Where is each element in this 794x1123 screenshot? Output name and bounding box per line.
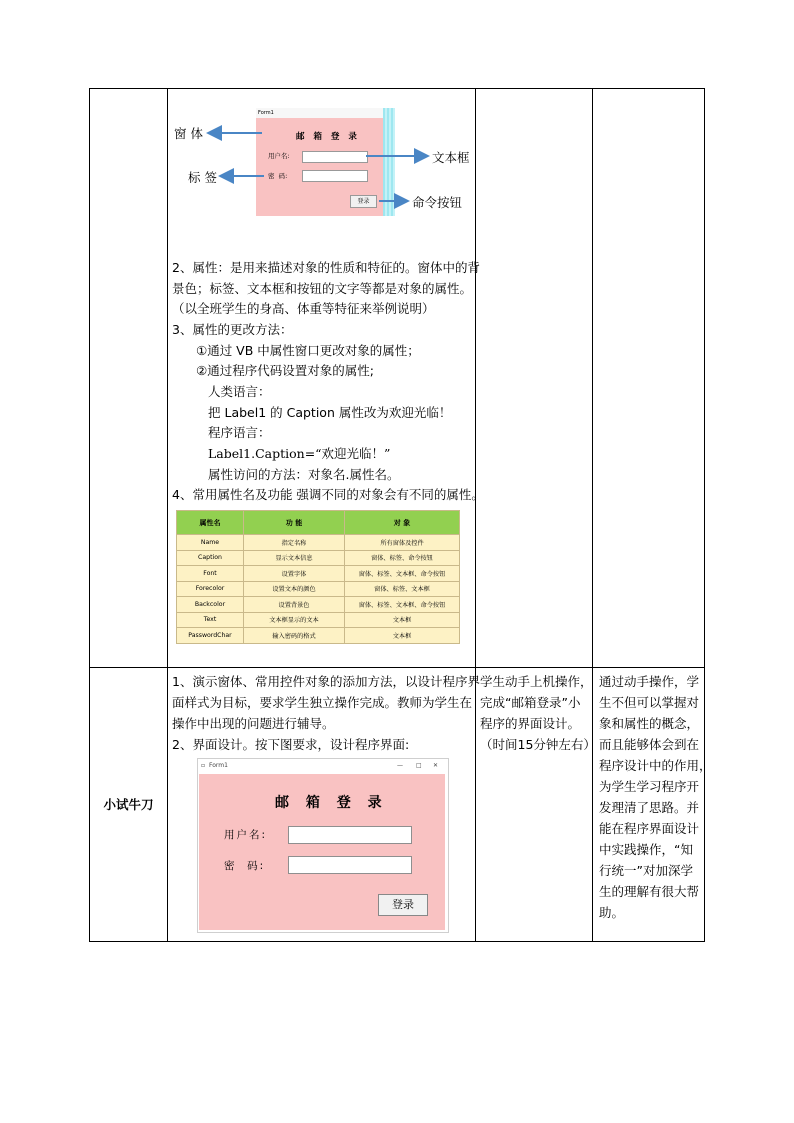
body-line-code: Label1.Caption=“欢迎光临！” (208, 446, 391, 461)
form2-user-label: 用户名: (224, 829, 268, 841)
form1-user-label: 用户名: (268, 152, 290, 160)
table-cell: 设置背景色 (244, 597, 345, 613)
body-line: ②通过程序代码设置对象的属性; (196, 363, 374, 378)
form1-title: 邮 箱 登 录 (296, 132, 360, 142)
body-line: 把 Label1 的 Caption 属性改为欢迎光临！ (208, 405, 452, 420)
table-cell: 设置字体 (244, 566, 345, 582)
body-line: 人类语言： (208, 384, 271, 399)
property-table-header (177, 511, 460, 535)
design-intent-line: 助。 (599, 905, 625, 920)
form1-login-button: 登录 (350, 195, 377, 208)
callout-form: 窗 体 (174, 126, 203, 141)
table-cell: 窗体、标签、命令按钮 (345, 550, 460, 566)
design-intent-line: 中实践操作，“知 (599, 842, 693, 857)
body-line: 程序语言： (208, 425, 271, 440)
student-activity-line: （时间15分钟左右） (480, 737, 596, 752)
property-table (176, 510, 460, 644)
table-cell: 窗体、标签、文本框、命令按钮 (345, 597, 460, 613)
body-line: 3、属性的更改方法： (172, 322, 293, 337)
table-border-bottom (89, 941, 705, 942)
form2-pass-textbox[interactable] (288, 856, 412, 874)
practice-line: 2、界面设计。按下图要求，设计程序界面: (172, 737, 410, 752)
table-row (177, 612, 460, 628)
form-icon: ▫ (201, 762, 206, 769)
practice-line: 1、演示窗体、常用控件对象的添加方法，以设计程序界 (172, 674, 480, 689)
design-intent-line: 行统一”对加深学 (599, 863, 693, 878)
table-cell: 输入密码的格式 (244, 628, 345, 644)
practice-line: 面样式为目标，要求学生独立操作完成。教师为学生在 (172, 695, 473, 710)
body-line: 4、常用属性名及功能 强调不同的对象会有不同的属性。 (172, 487, 484, 502)
header-cell: 属性名 (177, 511, 244, 535)
table-row (177, 535, 460, 551)
student-activity-line: 学生动手上机操作， (480, 674, 593, 689)
header-cell: 功 能 (244, 511, 345, 535)
form2-login-button[interactable]: 登录 (378, 894, 428, 916)
table-cell: Name (177, 535, 244, 551)
body-line: （以全班学生的身高、体重等特征来举例说明） (172, 301, 435, 316)
table-cell: Text (177, 612, 244, 628)
callout-arrows (0, 0, 794, 240)
design-intent-line: 能在程序界面设计 (599, 821, 700, 836)
body-line: 景色；标签、文本框和按钮的文字等都是对象的属性。 (172, 281, 473, 296)
form2-pass-label: 密 码: (224, 860, 266, 872)
design-intent-line: 而且能够体会到在 (599, 737, 700, 752)
table-cell: Font (177, 566, 244, 582)
design-intent-line: 象和属性的概念， (599, 716, 700, 731)
maximize-icon[interactable]: □ (416, 762, 422, 769)
table-cell: 文本框显示的文本 (244, 612, 345, 628)
form2-user-textbox[interactable] (288, 826, 412, 844)
table-cell: Forecolor (177, 581, 244, 597)
table-cell: 窗体、标签、文本框 (345, 581, 460, 597)
body-line: 2、属性：是用来描述对象的性质和特征的。窗体中的背 (172, 260, 480, 275)
table-row (177, 550, 460, 566)
design-intent-line: 程序设计中的作用， (599, 758, 712, 773)
table-row (177, 628, 460, 644)
form2-caption: Form1 (209, 762, 228, 769)
form2-titlebar (197, 758, 447, 774)
table-row (177, 597, 460, 613)
table-cell: 所有窗体及控件 (345, 535, 460, 551)
header-cell: 对 象 (345, 511, 460, 535)
table-cell: 窗体、标签、文本框、命令按钮 (345, 566, 460, 582)
table-cell: 设置文本的颜色 (244, 581, 345, 597)
minimize-icon[interactable]: — (397, 762, 403, 769)
practice-line: 操作中出现的问题进行辅导。 (172, 716, 335, 731)
student-activity-line: 程序的界面设计。 (480, 716, 581, 731)
design-intent-line: 发理清了思路。并 (599, 800, 700, 815)
table-cell: Backcolor (177, 597, 244, 613)
callout-textbox: 文本框 (432, 150, 470, 165)
table-cell: Caption (177, 550, 244, 566)
student-activity-line: 完成“邮箱登录”小 (480, 695, 581, 710)
body-line: ①通过 VB 中属性窗口更改对象的属性； (196, 343, 420, 358)
form1-pass-label: 密 码: (268, 172, 288, 180)
design-intent-line: 为学生学习程序开 (599, 779, 700, 794)
section-label: 小试牛刀 (103, 797, 154, 812)
table-cell: 显示文本信息 (244, 550, 345, 566)
body-line: 属性访问的方法：对象名.属性名。 (208, 467, 400, 482)
table-cell: 指定名称 (244, 535, 345, 551)
form1-caption: Form1 (258, 110, 274, 116)
design-intent-line: 生的理解有很大帮 (599, 884, 700, 899)
close-icon[interactable]: ✕ (433, 762, 439, 769)
callout-button: 命令按钮 (412, 195, 463, 210)
form2-title: 邮 箱 登 录 (275, 795, 388, 811)
table-cell: 文本框 (345, 612, 460, 628)
table-row (177, 566, 460, 582)
design-intent-line: 通过动手操作，学 (599, 674, 700, 689)
table-cell: PasswordChar (177, 628, 244, 644)
table-cell: 文本框 (345, 628, 460, 644)
table-row-divider (89, 667, 705, 668)
design-intent-line: 生不但可以掌握对 (599, 695, 700, 710)
table-row (177, 581, 460, 597)
callout-label: 标 签 (188, 170, 217, 185)
